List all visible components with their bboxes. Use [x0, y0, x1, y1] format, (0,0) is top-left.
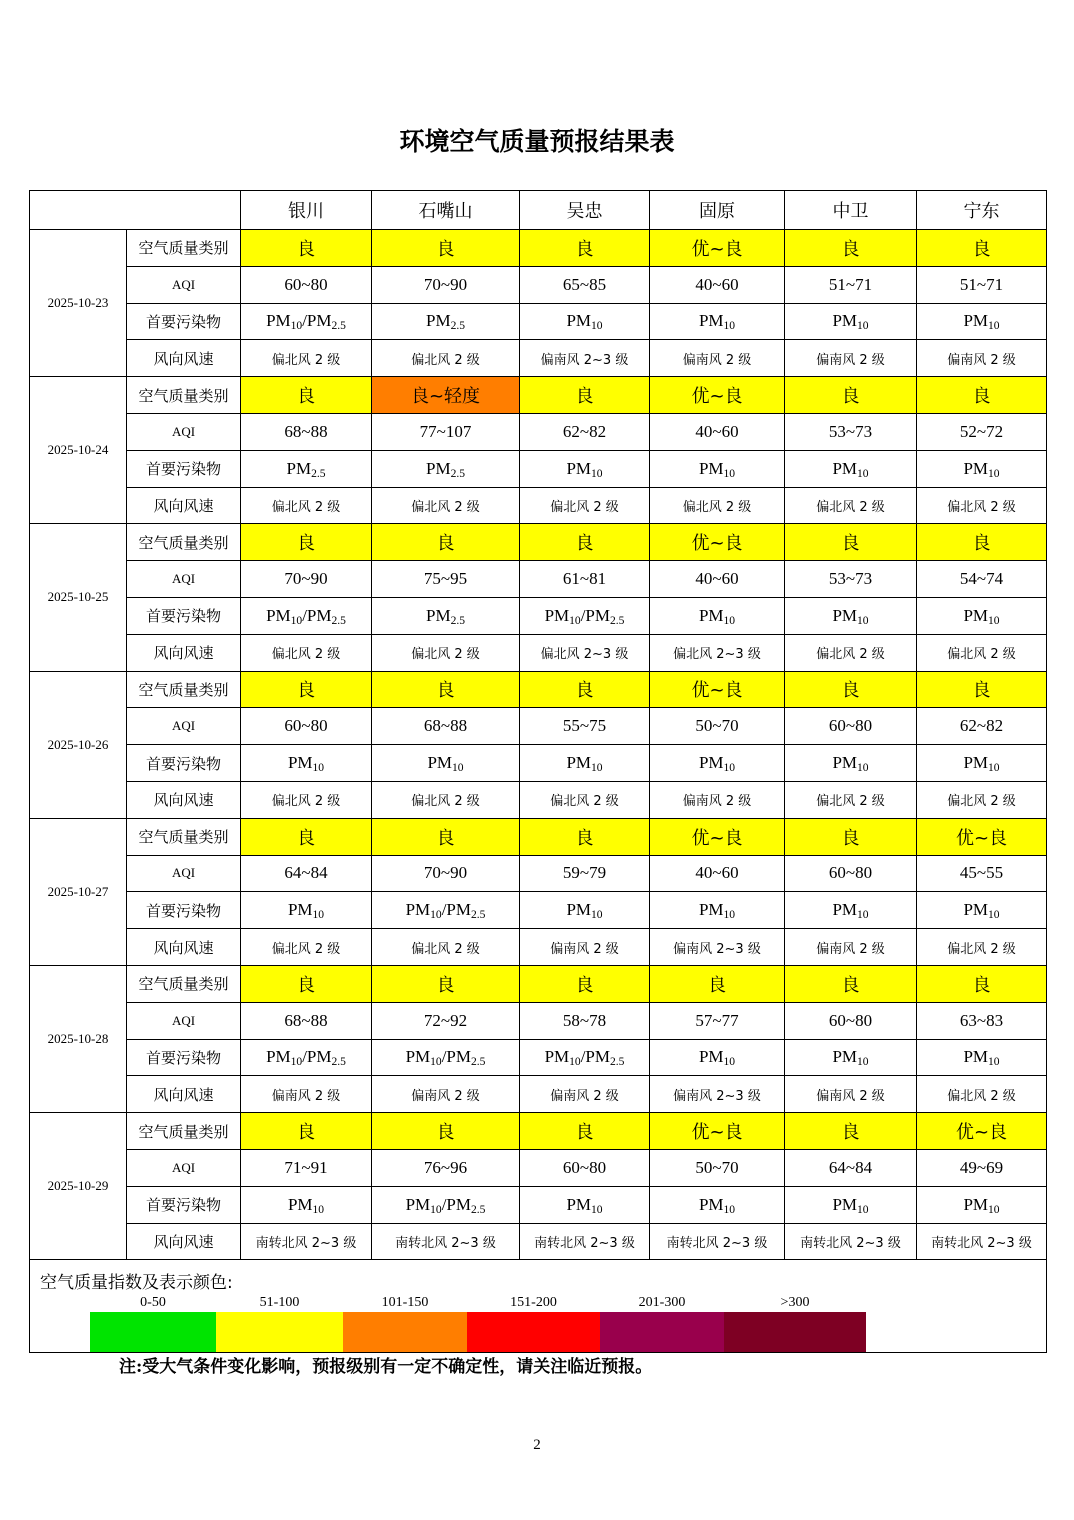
wind-row [30, 487, 1047, 524]
aqi-cell: 53~73 [785, 413, 917, 450]
pollutant-cell: $PM_{10}/PM_{2.5}$ [372, 1039, 520, 1076]
category-cell: 良 [520, 230, 650, 267]
row-label-pollutant: 首要污染物 [127, 1186, 241, 1223]
wind-cell: 偏北风 2 级 [917, 781, 1047, 818]
category-cell: 良 [372, 671, 520, 708]
pollutant-cell: $PM_{10}$ [917, 597, 1047, 634]
category-row [30, 671, 1047, 708]
pollutant-cell: $PM_{10}$ [650, 450, 785, 487]
aqi-cell: 64~84 [241, 855, 372, 892]
pollutant-cell: $PM_{2.5}$ [372, 450, 520, 487]
row-label-pollutant: 首要污染物 [127, 450, 241, 487]
pollutant-row [30, 450, 1047, 487]
aqi-cell: 70~90 [372, 266, 520, 303]
row-label-pollutant: 首要污染物 [127, 892, 241, 929]
city-header: 中卫 [785, 191, 917, 230]
pollutant-cell: $PM_{10}$ [650, 597, 785, 634]
pollutant-cell: $PM_{10}$ [785, 1039, 917, 1076]
pollutant-cell: $PM_{10}$ [917, 450, 1047, 487]
forecast-date: 2025-10-23 [30, 230, 127, 377]
category-cell: 优~良 [917, 818, 1047, 855]
legend-range-label: 201-300 [638, 1295, 686, 1311]
city-header: 固原 [650, 191, 785, 230]
pollutant-cell: $PM_{10}$ [650, 892, 785, 929]
header-row [30, 191, 1047, 230]
row-label-aqi: AQI [127, 1002, 241, 1039]
pollutant-cell: $PM_{10}$ [241, 745, 372, 782]
wind-cell: 偏南风 2 级 [520, 929, 650, 966]
aqi-cell: 60~80 [241, 708, 372, 745]
aqi-cell: 65~85 [520, 266, 650, 303]
wind-cell: 南转北风 2~3 级 [650, 1223, 785, 1260]
wind-cell: 南转北风 2~3 级 [372, 1223, 520, 1260]
wind-cell: 偏北风 2 级 [372, 929, 520, 966]
aqi-cell: 68~88 [372, 708, 520, 745]
aqi-row [30, 855, 1047, 892]
category-cell: 优~良 [650, 524, 785, 561]
aqi-cell: 50~70 [650, 1149, 785, 1186]
aqi-cell: 77~107 [372, 413, 520, 450]
aqi-cell: 72~92 [372, 1002, 520, 1039]
category-cell: 优~良 [650, 230, 785, 267]
category-cell: 优~良 [650, 377, 785, 414]
aqi-cell: 75~95 [372, 561, 520, 598]
pollutant-cell: $PM_{10}$ [520, 303, 650, 340]
wind-cell: 偏北风 2 级 [785, 781, 917, 818]
wind-cell: 偏北风 2 级 [520, 487, 650, 524]
forecast-table-body [30, 191, 1047, 1353]
pollutant-cell: $PM_{10}$ [520, 892, 650, 929]
aqi-row [30, 561, 1047, 598]
aqi-cell: 49~69 [917, 1149, 1047, 1186]
pollutant-cell: $PM_{10}$ [785, 597, 917, 634]
wind-cell: 偏北风 2 级 [917, 487, 1047, 524]
wind-cell: 偏北风 2 级 [785, 487, 917, 524]
row-label-wind: 风向风速 [127, 1076, 241, 1113]
aqi-cell: 40~60 [650, 855, 785, 892]
wind-cell: 偏北风 2 级 [372, 634, 520, 671]
pollutant-cell: $PM_{10}$ [785, 303, 917, 340]
forecast-date: 2025-10-24 [30, 377, 127, 524]
legend-range-label: 101-150 [381, 1295, 429, 1311]
wind-cell: 偏南风 2 级 [241, 1076, 372, 1113]
wind-cell: 偏南风 2~3 级 [520, 340, 650, 377]
category-cell: 优~良 [917, 1113, 1047, 1150]
pollutant-cell: $PM_{10}/PM_{2.5}$ [520, 1039, 650, 1076]
wind-cell: 偏南风 2 级 [785, 929, 917, 966]
wind-cell: 偏北风 2 级 [372, 487, 520, 524]
pollutant-cell: $PM_{2.5}$ [372, 597, 520, 634]
category-cell: 良 [785, 230, 917, 267]
pollutant-cell: $PM_{2.5}$ [372, 303, 520, 340]
row-label-wind: 风向风速 [127, 1223, 241, 1260]
category-cell: 良 [917, 965, 1047, 1002]
pollutant-cell: $PM_{10}$ [241, 1186, 372, 1223]
category-cell: 良 [241, 1113, 372, 1150]
row-label-aqi: AQI [127, 266, 241, 303]
pollutant-cell: $PM_{2.5}$ [241, 450, 372, 487]
row-label-wind: 风向风速 [127, 634, 241, 671]
aqi-row [30, 413, 1047, 450]
pollutant-row [30, 1186, 1047, 1223]
forecast-date: 2025-10-29 [30, 1113, 127, 1260]
row-label-category: 空气质量类别 [127, 377, 241, 414]
page-number: 2 [533, 1437, 541, 1453]
wind-cell: 南转北风 2~3 级 [241, 1223, 372, 1260]
legend-range-label: 51-100 [259, 1295, 300, 1311]
aqi-cell: 55~75 [520, 708, 650, 745]
aqi-cell: 40~60 [650, 561, 785, 598]
pollutant-row [30, 1039, 1047, 1076]
pollutant-cell: $PM_{10}$ [917, 1039, 1047, 1076]
row-label-category: 空气质量类别 [127, 965, 241, 1002]
pollutant-cell: $PM_{10}/PM_{2.5}$ [241, 303, 372, 340]
category-cell: 良 [372, 1113, 520, 1150]
pollutant-cell: $PM_{10}$ [520, 450, 650, 487]
legend-color-swatch [343, 1312, 467, 1352]
wind-cell: 偏南风 2 级 [785, 340, 917, 377]
wind-cell: 偏北风 2 级 [785, 634, 917, 671]
aqi-cell: 60~80 [785, 1002, 917, 1039]
category-cell: 良 [241, 671, 372, 708]
pollutant-cell: $PM_{10}$ [917, 892, 1047, 929]
wind-cell: 偏南风 2 级 [650, 781, 785, 818]
aqi-cell: 61~81 [520, 561, 650, 598]
category-row [30, 1113, 1047, 1150]
pollutant-cell: $PM_{10}$ [520, 1186, 650, 1223]
legend-color-swatch [600, 1312, 724, 1352]
category-cell: 良 [372, 524, 520, 561]
wind-cell: 偏北风 2 级 [241, 340, 372, 377]
category-row [30, 377, 1047, 414]
pollutant-cell: $PM_{10}$ [785, 892, 917, 929]
wind-cell: 偏南风 2 级 [650, 340, 785, 377]
category-cell: 良 [917, 377, 1047, 414]
forecast-table [29, 190, 1047, 1353]
wind-cell: 偏北风 2~3 级 [650, 634, 785, 671]
pollutant-cell: $PM_{10}$ [917, 303, 1047, 340]
category-cell: 良 [241, 965, 372, 1002]
row-label-wind: 风向风速 [127, 340, 241, 377]
aqi-cell: 57~77 [650, 1002, 785, 1039]
pollutant-row [30, 892, 1047, 929]
wind-cell: 偏南风 2 级 [520, 1076, 650, 1113]
pollutant-cell: $PM_{10}$ [650, 1186, 785, 1223]
pollutant-cell: $PM_{10}/PM_{2.5}$ [372, 892, 520, 929]
city-header: 吴忠 [520, 191, 650, 230]
wind-cell: 偏南风 2 级 [372, 1076, 520, 1113]
category-cell: 良 [372, 818, 520, 855]
category-cell: 良 [785, 818, 917, 855]
pollutant-cell: $PM_{10}/PM_{2.5}$ [241, 1039, 372, 1076]
city-header: 石嘴山 [372, 191, 520, 230]
forecast-date: 2025-10-26 [30, 671, 127, 818]
category-cell: 优~良 [650, 1113, 785, 1150]
wind-cell: 南转北风 2~3 级 [785, 1223, 917, 1260]
wind-row [30, 1076, 1047, 1113]
aqi-cell: 62~82 [520, 413, 650, 450]
aqi-cell: 76~96 [372, 1149, 520, 1186]
row-label-aqi: AQI [127, 561, 241, 598]
city-header: 宁东 [917, 191, 1047, 230]
category-cell: 良 [372, 230, 520, 267]
category-cell: 良 [917, 230, 1047, 267]
aqi-cell: 45~55 [917, 855, 1047, 892]
wind-cell: 南转北风 2~3 级 [520, 1223, 650, 1260]
category-row [30, 524, 1047, 561]
aqi-row [30, 708, 1047, 745]
aqi-cell: 50~70 [650, 708, 785, 745]
aqi-cell: 60~80 [785, 855, 917, 892]
pollutant-cell: $PM_{10}$ [785, 745, 917, 782]
category-cell: 良 [520, 818, 650, 855]
aqi-color-legend [30, 1260, 1047, 1353]
pollutant-cell: $PM_{10}$ [785, 1186, 917, 1223]
aqi-row [30, 1002, 1047, 1039]
aqi-row [30, 1149, 1047, 1186]
forecast-note: 注:受大气条件变化影响，预报级别有一定不确定性，请关注临近预报。 [119, 1357, 653, 1377]
category-cell: 良 [520, 1113, 650, 1150]
aqi-cell: 59~79 [520, 855, 650, 892]
wind-row [30, 781, 1047, 818]
aqi-cell: 62~82 [917, 708, 1047, 745]
aqi-cell: 51~71 [917, 266, 1047, 303]
row-label-category: 空气质量类别 [127, 818, 241, 855]
aqi-cell: 52~72 [917, 413, 1047, 450]
pollutant-cell: $PM_{10}$ [650, 303, 785, 340]
wind-cell: 偏北风 2 级 [241, 929, 372, 966]
category-cell: 良 [785, 524, 917, 561]
category-cell: 优~良 [650, 671, 785, 708]
category-cell: 良 [785, 965, 917, 1002]
wind-cell: 偏北风 2 级 [241, 781, 372, 818]
wind-cell: 偏北风 2~3 级 [520, 634, 650, 671]
pollutant-cell: $PM_{10}$ [917, 745, 1047, 782]
wind-cell: 偏北风 2 级 [372, 781, 520, 818]
aqi-row [30, 266, 1047, 303]
pollutant-cell: $PM_{10}/PM_{2.5}$ [372, 1186, 520, 1223]
aqi-cell: 58~78 [520, 1002, 650, 1039]
wind-row [30, 634, 1047, 671]
aqi-cell: 60~80 [520, 1149, 650, 1186]
wind-cell: 偏南风 2 级 [917, 340, 1047, 377]
pollutant-cell: $PM_{10}$ [372, 745, 520, 782]
legend-range-label: 151-200 [510, 1295, 557, 1311]
wind-cell: 偏北风 2 级 [241, 487, 372, 524]
aqi-cell: 71~91 [241, 1149, 372, 1186]
aqi-cell: 60~80 [785, 708, 917, 745]
header-corner-cell [30, 191, 241, 230]
aqi-cell: 70~90 [372, 855, 520, 892]
row-label-category: 空气质量类别 [127, 1113, 241, 1150]
row-label-category: 空气质量类别 [127, 230, 241, 267]
wind-row [30, 1223, 1047, 1260]
wind-cell: 偏北风 2 级 [372, 340, 520, 377]
aqi-cell: 64~84 [785, 1149, 917, 1186]
category-row [30, 965, 1047, 1002]
wind-cell: 偏北风 2 级 [917, 634, 1047, 671]
category-cell: 良 [520, 671, 650, 708]
category-cell: 良 [917, 671, 1047, 708]
wind-row [30, 340, 1047, 377]
category-cell: 良 [785, 1113, 917, 1150]
row-label-aqi: AQI [127, 708, 241, 745]
aqi-cell: 54~74 [917, 561, 1047, 598]
row-label-pollutant: 首要污染物 [127, 1039, 241, 1076]
category-cell: 良 [241, 818, 372, 855]
row-label-category: 空气质量类别 [127, 524, 241, 561]
pollutant-row [30, 597, 1047, 634]
legend-color-swatch [467, 1312, 600, 1352]
pollutant-row [30, 303, 1047, 340]
category-cell: 良 [650, 965, 785, 1002]
category-cell: 良 [520, 377, 650, 414]
row-label-aqi: AQI [127, 1149, 241, 1186]
category-cell: 良 [241, 230, 372, 267]
wind-cell: 南转北风 2~3 级 [917, 1223, 1047, 1260]
forecast-date: 2025-10-25 [30, 524, 127, 671]
pollutant-cell: $PM_{10}$ [650, 745, 785, 782]
category-row [30, 230, 1047, 267]
pollutant-cell: $PM_{10}$ [917, 1186, 1047, 1223]
aqi-cell: 60~80 [241, 266, 372, 303]
legend-range-label: 0-50 [140, 1295, 166, 1311]
wind-cell: 偏北风 2 级 [650, 487, 785, 524]
pollutant-cell: $PM_{10}/PM_{2.5}$ [520, 597, 650, 634]
pollutant-cell: $PM_{10}$ [650, 1039, 785, 1076]
category-cell: 良 [520, 965, 650, 1002]
legend-title: 空气质量指数及表示颜色: [40, 1273, 233, 1294]
category-cell: 良~轻度 [372, 377, 520, 414]
legend-color-swatch [90, 1312, 216, 1352]
row-label-pollutant: 首要污染物 [127, 597, 241, 634]
wind-cell: 偏北风 2 级 [241, 634, 372, 671]
aqi-cell: 68~88 [241, 1002, 372, 1039]
pollutant-cell: $PM_{10}$ [241, 892, 372, 929]
row-label-pollutant: 首要污染物 [127, 303, 241, 340]
pollutant-cell: $PM_{10}/PM_{2.5}$ [241, 597, 372, 634]
aqi-cell: 68~88 [241, 413, 372, 450]
wind-row [30, 929, 1047, 966]
category-cell: 良 [785, 377, 917, 414]
aqi-cell: 40~60 [650, 266, 785, 303]
forecast-date: 2025-10-27 [30, 818, 127, 965]
wind-cell: 偏南风 2~3 级 [650, 1076, 785, 1113]
legend-row [30, 1260, 1047, 1353]
row-label-category: 空气质量类别 [127, 671, 241, 708]
category-cell: 良 [520, 524, 650, 561]
row-label-wind: 风向风速 [127, 929, 241, 966]
legend-range-label: >300 [780, 1295, 810, 1311]
row-label-wind: 风向风速 [127, 487, 241, 524]
legend-color-swatch [724, 1312, 866, 1352]
pollutant-cell: $PM_{10}$ [785, 450, 917, 487]
pollutant-row [30, 745, 1047, 782]
legend-color-swatch [216, 1312, 343, 1352]
row-label-aqi: AQI [127, 855, 241, 892]
category-row [30, 818, 1047, 855]
category-cell: 良 [241, 524, 372, 561]
wind-cell: 偏南风 2 级 [785, 1076, 917, 1113]
forecast-date: 2025-10-28 [30, 965, 127, 1112]
category-cell: 优~良 [650, 818, 785, 855]
page-title: 环境空气质量预报结果表 [399, 127, 675, 156]
aqi-cell: 40~60 [650, 413, 785, 450]
row-label-aqi: AQI [127, 413, 241, 450]
wind-cell: 偏北风 2 级 [917, 1076, 1047, 1113]
aqi-cell: 63~83 [917, 1002, 1047, 1039]
aqi-cell: 70~90 [241, 561, 372, 598]
aqi-cell: 53~73 [785, 561, 917, 598]
category-cell: 良 [785, 671, 917, 708]
category-cell: 良 [917, 524, 1047, 561]
category-cell: 良 [372, 965, 520, 1002]
category-cell: 良 [241, 377, 372, 414]
wind-cell: 偏北风 2 级 [520, 781, 650, 818]
wind-cell: 偏南风 2~3 级 [650, 929, 785, 966]
city-header: 银川 [241, 191, 372, 230]
pollutant-cell: $PM_{10}$ [520, 745, 650, 782]
row-label-wind: 风向风速 [127, 781, 241, 818]
wind-cell: 偏北风 2 级 [917, 929, 1047, 966]
aqi-cell: 51~71 [785, 266, 917, 303]
row-label-pollutant: 首要污染物 [127, 745, 241, 782]
